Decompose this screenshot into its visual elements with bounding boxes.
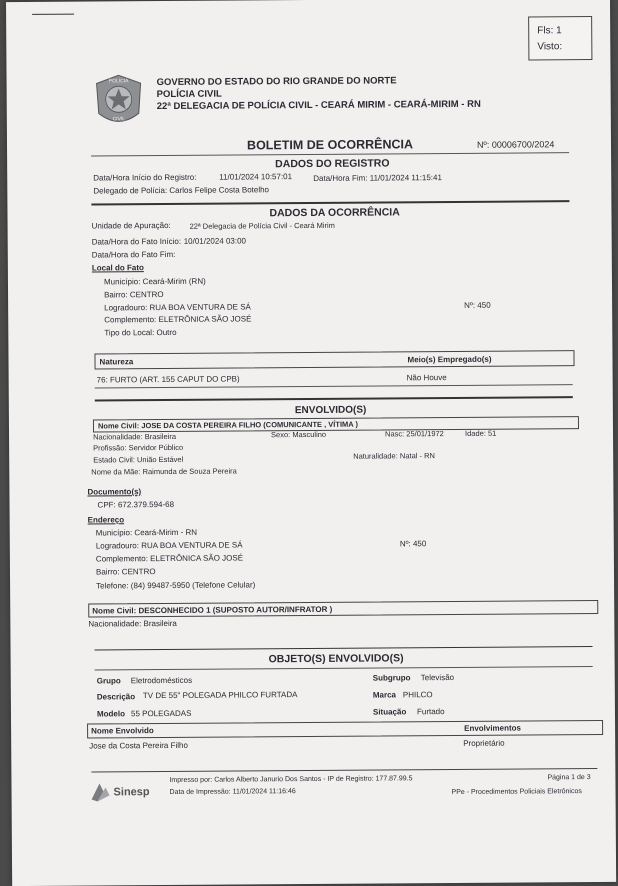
registro-inicio-label: Data/Hora Início do Registro: (93, 172, 197, 183)
header-delegacia: 22ª DELEGACIA DE POLÍCIA CIVIL - CEARÁ MIRIM - CEARÁ-MIRIM - RN (156, 98, 481, 113)
envolvido-1-nacionalidade: Nacionalidade: Brasileira (93, 431, 177, 442)
local-tipo: Tipo do Local: Outro (104, 327, 177, 338)
nome-envolvido-value: Jose da Costa Pereira Filho (89, 740, 188, 751)
subgrupo-value: Televisão (420, 672, 455, 683)
natureza-col: Natureza (99, 357, 134, 367)
folio-visto: Visto: (537, 41, 563, 53)
fato-inicio-label: Data/Hora do Fato Início: (91, 236, 182, 247)
local-fato-heading: Local do Fato (91, 263, 144, 273)
local-logradouro: Logradouro: RUA BOA VENTURA DE SÁ (104, 302, 251, 313)
envolvimentos-col: Envolvimentos (464, 723, 522, 733)
local-municipio: Município: Ceará-Mirim (RN) (103, 276, 206, 287)
envolvido-2-nome: Nome Civil: DESCONHECIDO 1 (SUPOSTO AUTOR/INFRATOR ) (92, 604, 333, 616)
unidade-label: Unidade de Apuração: (91, 220, 171, 231)
objetos-envolvidos-header (87, 720, 603, 739)
sinesp-logo-text: Sinesp (113, 786, 150, 799)
footer-pagina: Página 1 de 3 (547, 774, 591, 782)
endereco-logradouro: Logradouro: RUA BOA VENTURA DE SÁ (95, 540, 243, 551)
modelo-value: 55 POLEGADAS (130, 708, 192, 719)
envolvido-1-idade: Idade: 51 (464, 428, 497, 438)
fato-inicio-value: 10/01/2024 03:00 (183, 236, 246, 246)
descricao-value: TV DE 55" POLEGADA PHILCO FURTADA (142, 690, 298, 701)
section-envolvidos-heading: ENVOLVIDO(S) (294, 404, 367, 417)
document-title: BOLETIM DE OCORRÊNCIA (246, 137, 414, 153)
documentos-heading: Documento(s) (87, 487, 142, 497)
unidade-value: 22ª Delegacia de Polícia Civil - Ceará Mirim (189, 220, 335, 231)
endereco-telefone: Telefone: (84) 99487-5950 (Telefone Celular) (96, 580, 256, 591)
endereco-bairro: Bairro: CENTRO (95, 567, 156, 577)
envolvido-1-box (93, 416, 579, 432)
grupo-value: Eletrodomésticos (130, 675, 193, 686)
corner-mark (32, 14, 74, 15)
situacao-label: Situação (372, 707, 407, 717)
envolvido-1-naturalidade: Naturalidade: Natal - RN (353, 451, 435, 461)
envolvido-1-nasc: Nasc: 25/01/1972 (385, 429, 444, 439)
sinesp-logo (89, 779, 163, 806)
subgrupo-label: Subgrupo (372, 673, 411, 683)
marca-label: Marca (372, 690, 397, 700)
footer-ppe: PPe - Procedimentos Policiais Eletrônicos (451, 788, 582, 797)
envolvido-1-mae: Nome da Mãe: Raimunda de Souza Pereira (91, 466, 237, 477)
local-bairro: Bairro: CENTRO (104, 290, 164, 300)
meio-col: Meio(s) Empregado(s) (407, 354, 492, 365)
envolvido-1-estado-civil: Estado Civil: União Estável (93, 454, 184, 465)
situacao-value: Furtado (416, 707, 445, 717)
seal-bottom-text: CIVIL (112, 116, 126, 123)
registro-fim: Data/Hora Fim: 11/01/2024 11:15:41 (313, 173, 442, 183)
envolvimento-value: Proprietário (463, 738, 505, 748)
nome-envolvido-col: Nome Envolvido (91, 726, 154, 736)
envolvido-1-nome: Nome Civil: JOSE DA COSTA PEREIRA FILHO (COMUNICANTE , VÍTIMA ) (97, 419, 359, 431)
grupo-label: Grupo (96, 676, 121, 686)
envolvido-2-nacionalidade: Nacionalidade: Brasileira (88, 618, 177, 629)
folio-box (528, 16, 592, 60)
envolvido-1-sexo: Sexo: Masculino (271, 429, 327, 440)
envolvido-1-cpf: CPF: 672.379.594-68 (97, 499, 175, 510)
police-badge-logo (93, 73, 145, 129)
folio-number: Fls: 1 (537, 25, 562, 37)
natureza-value: 76: FURTO (ART. 155 CAPUT DO CPB) (96, 374, 240, 385)
footer-impresso: Impresso por: Carlos Alberto Janurio Dos Santos - IP de Registro: 177.87.99.5 (169, 775, 413, 784)
envolvido-2-box (88, 600, 598, 618)
endereco-heading: Endereço (87, 515, 125, 525)
endereco-complemento: Complemento: ELETRÔNICA SÃO JOSÉ (95, 553, 244, 564)
local-complemento: Complemento: ELETRÔNICA SÃO JOSÉ (104, 314, 252, 325)
section-objetos-heading: OBJETO(S) ENVOLVIDO(S) (268, 652, 404, 666)
registro-inicio-value: 11/01/2024 10:57:01 (219, 172, 293, 182)
fato-fim: Data/Hora do Fato Fim: (91, 249, 176, 260)
header-government: GOVERNO DO ESTADO DO RIO GRANDE DO NORTE (156, 75, 397, 89)
descricao-label: Descrição (96, 692, 136, 702)
section-ocorrencia-heading: DADOS DA OCORRÊNCIA (269, 206, 400, 220)
modelo-label: Modelo (96, 709, 126, 719)
local-numero: Nº: 450 (464, 300, 491, 310)
meio-value: Não Houve (406, 373, 447, 383)
endereco-numero: Nº: 450 (399, 539, 427, 549)
seal-top-text: POLICIA (108, 78, 129, 85)
header-policia: POLÍCIA CIVIL (156, 88, 222, 101)
footer-data-impressao: Data de Impressão: 11/01/2024 11:16:46 (169, 788, 296, 796)
envolvido-1-profissao: Profissão: Servidor Público (93, 442, 184, 453)
document-page (6, 0, 616, 886)
natureza-table-header (94, 350, 574, 369)
section-registro-heading: DADOS DO REGISTRO (275, 157, 390, 171)
document-number: Nº: 00006700/2024 (476, 139, 555, 150)
marca-value: PHILCO (402, 690, 433, 700)
endereco-municipio: Município: Ceará-Mirim - RN (95, 527, 198, 538)
registro-delegado: Delegado de Polícia: Carlos Felipe Costa Botelho (93, 185, 270, 196)
